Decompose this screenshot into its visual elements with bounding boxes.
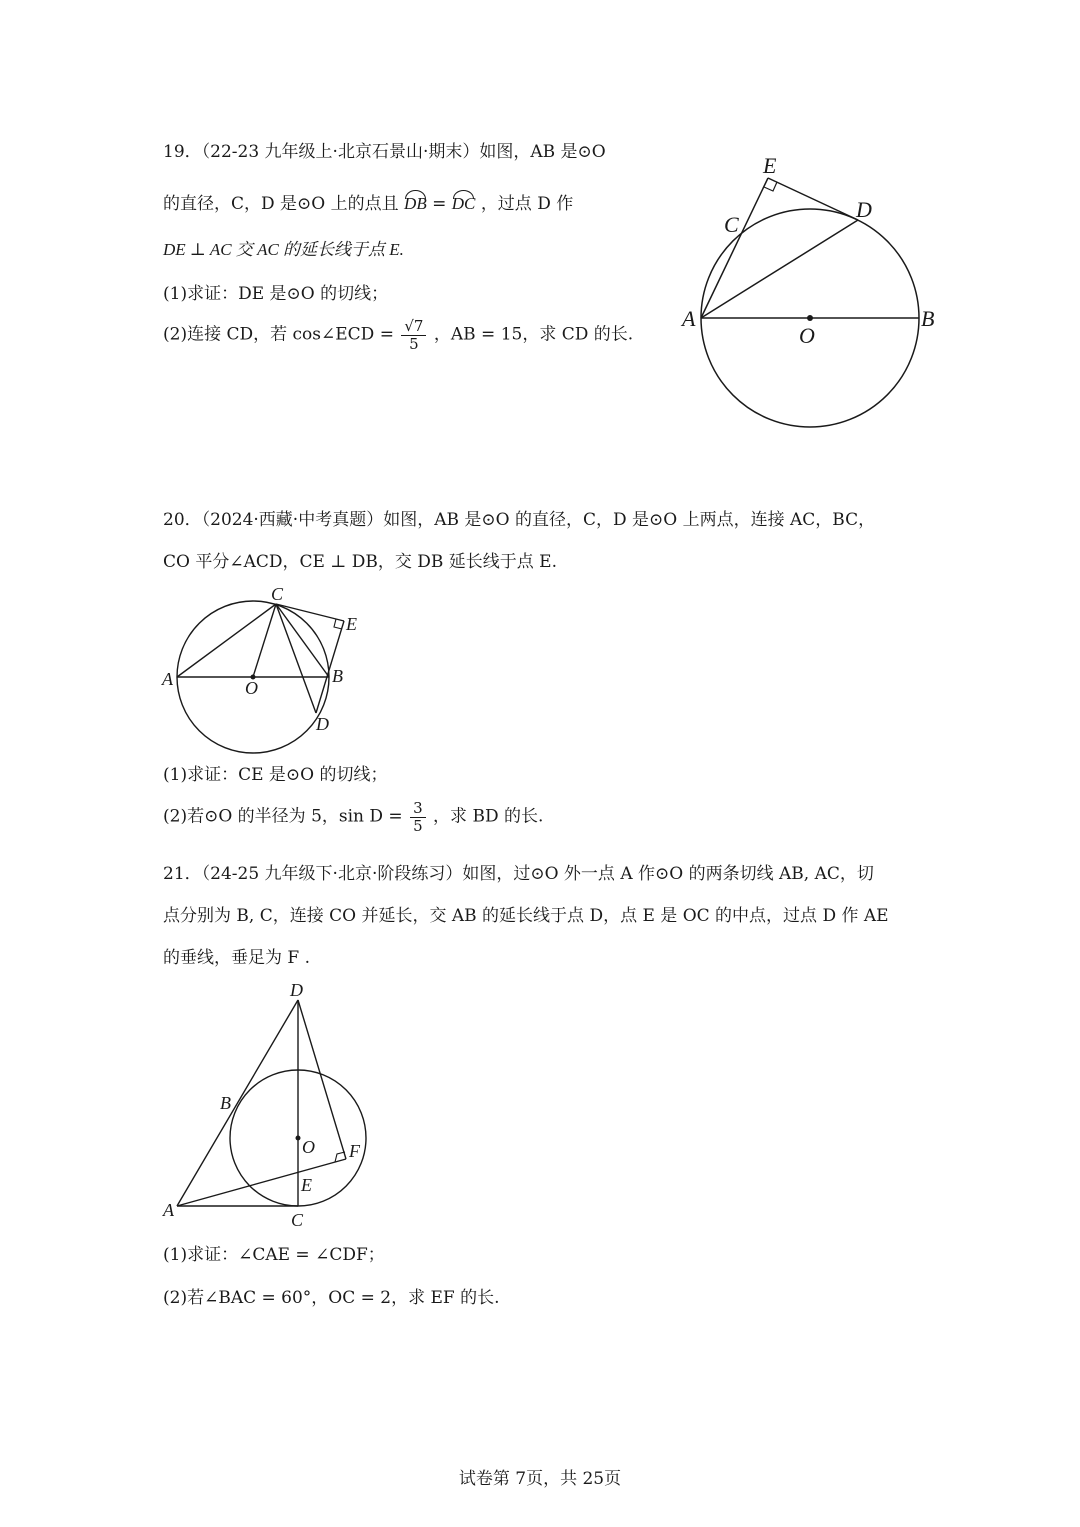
q20-figure (160, 585, 360, 755)
q19-label-a: A (682, 306, 696, 331)
q20-label-o: O (245, 678, 258, 698)
arc-dc: DC (452, 190, 476, 214)
q19-figure (680, 150, 950, 440)
q20-label-c: C (271, 584, 284, 604)
q20-line-co (253, 604, 276, 677)
q20-label-d: D (316, 714, 329, 734)
q21-line-df (298, 1000, 346, 1159)
q19-label-b: B (921, 306, 935, 331)
q20-line2: CO 平分∠ACD，CE ⊥ DB，交 DB 延长线于点 E. (163, 552, 557, 572)
page-footer: 试卷第 7页，共 25页 (458, 1469, 622, 1489)
q19-label-o: O (799, 323, 815, 348)
q21-label-o: O (302, 1137, 315, 1157)
q21-label-c: C (291, 1210, 304, 1230)
q21-label-f: F (349, 1141, 360, 1161)
q21-label-d: D (290, 980, 303, 1000)
q19-header: 19．（22-23 九年级上·北京石景山·期末）如图，AB 是⊙O (163, 142, 606, 162)
fraction-3-over-5: $\frac{3}{5}$ (410, 800, 426, 834)
q20-label-a: A (162, 669, 173, 689)
q19-label-d: D (856, 197, 872, 222)
q19-line2: 的直径，C，D 是⊙O 上的点且 DB = DC ，过点 D 作 (163, 190, 573, 214)
q19-label-c: C (724, 212, 739, 237)
q21-center-dot (296, 1136, 301, 1141)
q20-line-cd (276, 604, 316, 713)
q19-line3: DE ⊥ AC 交 AC 的延长线于点 E. (163, 240, 404, 259)
q21-label-b: B (220, 1093, 231, 1113)
q21-figure (160, 978, 375, 1233)
q21-line-ad (177, 1000, 298, 1206)
q19-part1: (1)求证：DE 是⊙O 的切线； (163, 284, 389, 304)
q19-label-e: E (763, 153, 777, 178)
q20-label-b: B (332, 666, 343, 686)
q21-part2: (2)若∠BAC = 60°，OC = 2，求 EF 的长. (163, 1288, 500, 1308)
arc-db: DB (404, 190, 427, 214)
q20-label-e: E (346, 614, 357, 634)
q21-header: 21．（24-25 九年级下·北京·阶段练习）如图，过⊙O 外一点 A 作⊙O 的两条切线 AB, AC，切 (163, 864, 874, 884)
fraction-sqrt7-over-5: $\frac{√7}{5}$ (401, 318, 426, 352)
q21-part1: (1)求证：∠CAE = ∠CDF； (163, 1245, 385, 1265)
q20-part2: (2)若⊙O 的半径为 5，sin D = $\frac{3}{5}$ ，求 BD 的长. (163, 799, 544, 835)
q19-line-ed (768, 178, 858, 220)
q20-line-ac (177, 604, 276, 677)
q20-header: 20．（2024·西藏·中考真题）如图，AB 是⊙O 的直径，C，D 是⊙O 上两点，连接 AC，BC， (163, 510, 876, 530)
q21-line-af (177, 1159, 346, 1206)
q21-label-a: A (163, 1200, 174, 1220)
q21-line3: 的垂线，垂足为 F . (163, 948, 311, 968)
q20-part1: (1)求证：CE 是⊙O 的切线； (163, 765, 388, 785)
q19-center-dot (807, 315, 813, 321)
q19-part2: (2)连接 CD，若 cos∠ECD = $\frac{√7}{5}$ ，AB = 15，求 CD 的长. (163, 317, 634, 353)
q21-label-e: E (301, 1175, 312, 1195)
q21-line2: 点分别为 B, C，连接 CO 并延长，交 AB 的延长线于点 D，点 E 是 OC 的中点，过点 D 作 AE (163, 906, 889, 926)
